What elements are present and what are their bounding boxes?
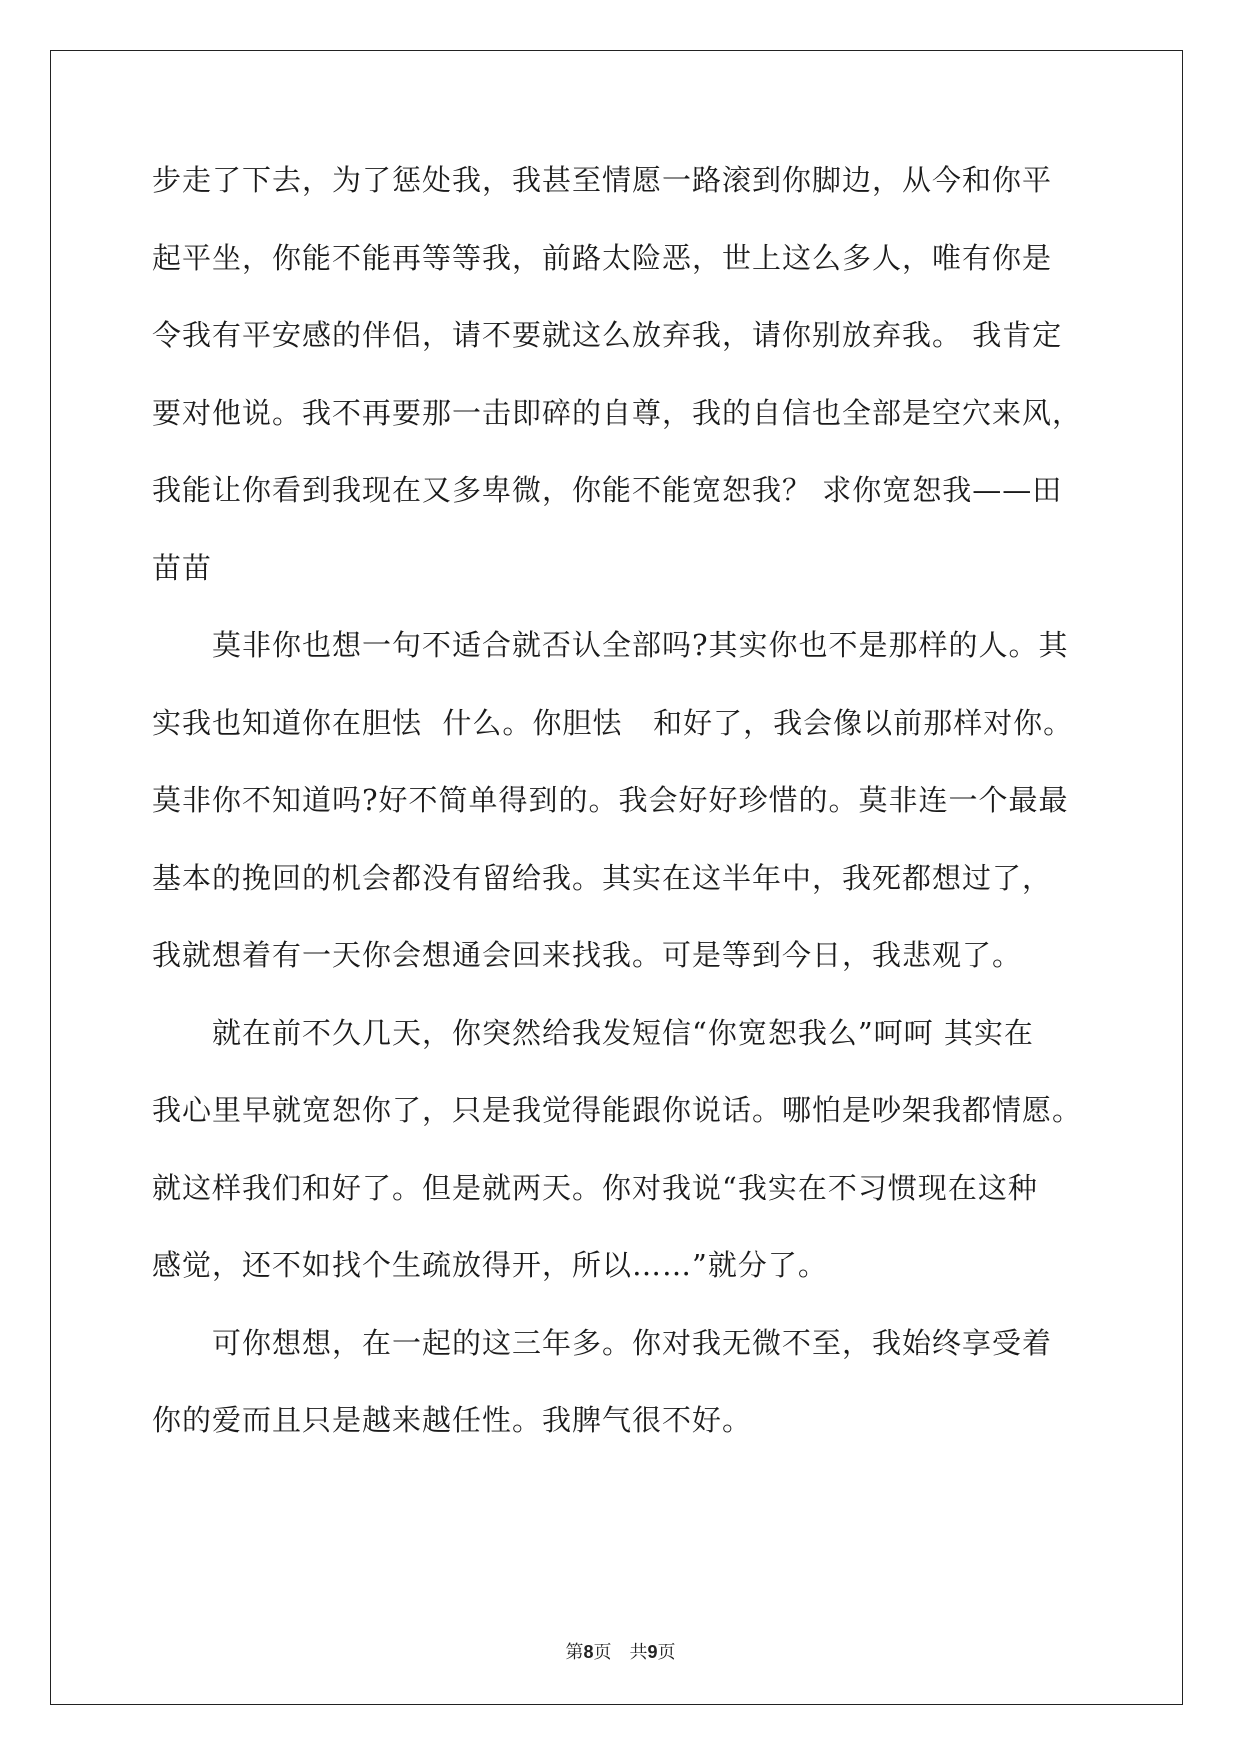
text-line: 苗苗 <box>152 550 213 585</box>
text-line: 基本的挽回的机会都没有留给我。其实在这半年中，我死都想过了， <box>152 860 1053 895</box>
page-footer <box>0 1638 1241 1664</box>
document-body <box>152 160 1092 1478</box>
text-line: 莫非你也想一句不适合就否认全部吗?其实你也不是那样的人。其 <box>152 628 1069 662</box>
text-line: 你的爱而且只是越来越任性。我脾气很不好。 <box>152 1403 753 1437</box>
footer-middle: 页 共 <box>593 1642 648 1663</box>
text-line: 我能让你看到我现在又多卑微，你能不能宽恕我？ 求你宽恕我——田 <box>152 473 1063 507</box>
footer-suffix: 页 <box>657 1642 676 1663</box>
text-line: 我就想着有一天你会想通会回来找我。可是等到今日，我悲观了。 <box>152 938 1023 972</box>
text-line: 可你想想，在一起的这三年多。你对我无微不至，我始终享受着 <box>152 1325 1053 1360</box>
text-line: 我心里早就宽恕你了，只是我觉得能跟你说话。哪怕是吵架我都情愿。 <box>152 1093 1083 1127</box>
text-line: 起平坐，你能不能再等等我，前路太险恶，世上这么多人，唯有你是 <box>152 240 1053 275</box>
text-line: 感觉，还不如找个生疏放得开，所以……”就分了。 <box>152 1248 828 1282</box>
current-page-number: 8 <box>583 1642 594 1662</box>
total-pages-number: 9 <box>647 1642 658 1662</box>
footer-prefix: 第 <box>565 1642 584 1663</box>
text-line: 就在前不久几天，你突然给我发短信“你宽恕我么”呵呵 其实在 <box>152 1015 1034 1050</box>
text-line: 实我也知道你在胆怯 什么。你胆怯 和好了，我会像以前那样对你。 <box>152 705 1074 740</box>
text-line: 令我有平安感的伴侣，请不要就这么放弃我，请你别放弃我。 我肯定 <box>152 318 1063 352</box>
text-line: 莫非你不知道吗?好不简单得到的。我会好好珍惜的。莫非连一个最最 <box>152 783 1069 817</box>
text-line: 步走了下去，为了惩处我，我甚至情愿一路滚到你脚边，从今和你平 <box>152 163 1053 197</box>
text-line: 要对他说。我不再要那一击即碎的自尊，我的自信也全部是空穴来风， <box>152 395 1083 430</box>
text-line: 就这样我们和好了。但是就两天。你对我说“我实在不习惯现在这种 <box>152 1170 1038 1205</box>
